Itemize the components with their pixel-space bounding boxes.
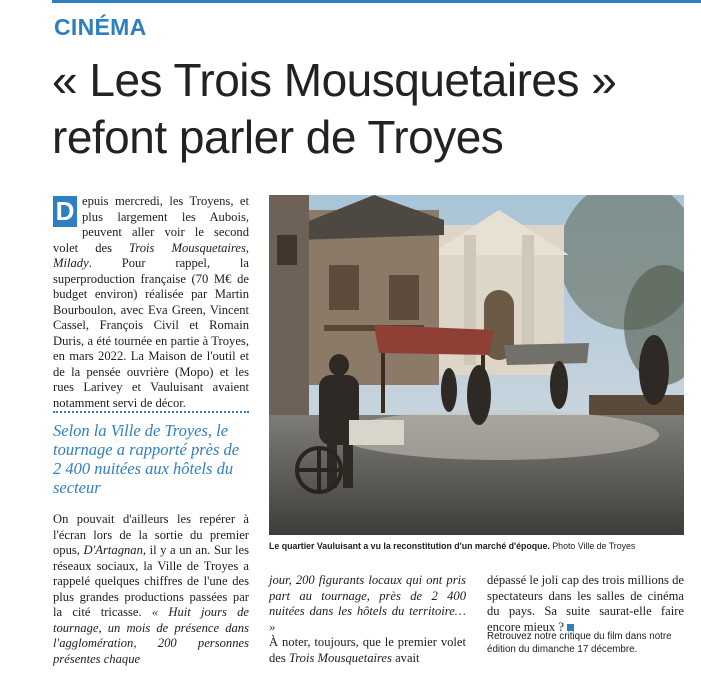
film-title: Trois Mousquetaires, Milady bbox=[53, 240, 249, 270]
headline-line-2: refont parler de Troyes bbox=[52, 111, 504, 163]
film-title: Trois Mousquetaires bbox=[288, 650, 392, 665]
body-paragraph-2: jour, 200 figurants locaux qui ont pris part au tournage, près de 2 400 nuitées dans les hôtels du territoire… » À noter, toujours, que le premier volet des Trois Mousquetaires avait bbox=[269, 573, 466, 665]
body-paragraph-3: dépassé le joli cap des trois millions de spectateurs dans les salles de cinéma du pays. Sa suite saurat-elle faire encore mieux ? bbox=[487, 573, 684, 634]
section-rubric: CINÉMA bbox=[54, 14, 147, 40]
caption-text: Le quartier Vauluisant a vu la reconstitution d'un marché d'époque. bbox=[269, 541, 550, 551]
market-scene-image bbox=[269, 195, 684, 535]
quote-part-1: « Huit jours de tournage, un mois de présence dans l'agglomération, 200 personnes présentes chaque bbox=[53, 605, 249, 666]
film-title: D'Artagnan bbox=[83, 543, 143, 557]
headline-line-1: « Les Trois Mousquetaires » bbox=[52, 54, 617, 106]
body-paragraph-1: On pouvait d'ailleurs les repérer à l'écran lors de la sortie du premier opus, D'Artagnan, il y a un an. Sur les réseaux sociaux, la Ville de Troyes a rappelé quelques chiffres de l'une des plus grandes productions passées par la cité tricasse. « Huit jours de tournage, un mois de présence dans l'agglomération, 200 personnes présentes chaque bbox=[53, 512, 250, 666]
article-headline bbox=[52, 52, 692, 166]
photo-credit: Photo Ville de Troyes bbox=[552, 541, 636, 551]
drop-cap: D bbox=[53, 196, 77, 227]
top-rule bbox=[52, 0, 701, 3]
pullquote-rule bbox=[53, 411, 249, 413]
photo-caption bbox=[269, 541, 701, 551]
pullquote: Selon la Ville de Troyes, le tournage a rapporté près de 2 400 nuitées aux hôtels du secteur bbox=[53, 421, 240, 497]
editorial-note: Retrouvez notre critique du film dans notre édition du dimanche 17 décembre. bbox=[487, 631, 672, 655]
quote-part-2: jour, 200 figurants locaux qui ont pris part au tournage, près de 2 400 nuitées dans les hôtels du territoire… » bbox=[269, 573, 466, 634]
intro-paragraph: D epuis mercredi, les Troyens, et plus largement les Aubois, peuvent aller voir le second volet des Trois Mousquetaires, Milady. Pour rappel, la superproduction française (70 M€ de budget environ) réalisée par Martin Bourboulon, avec Eva Green, Vincent Cassel, François Civil et Romain Duris, a été tournée en partie à Troyes, en mars 2022. La Maison de l'outil et de la pensée ouvrière (Mopo) et les rues Larivey et Vauluisant avaient notamment servi de décor. bbox=[53, 194, 249, 410]
article-photo bbox=[269, 195, 684, 535]
